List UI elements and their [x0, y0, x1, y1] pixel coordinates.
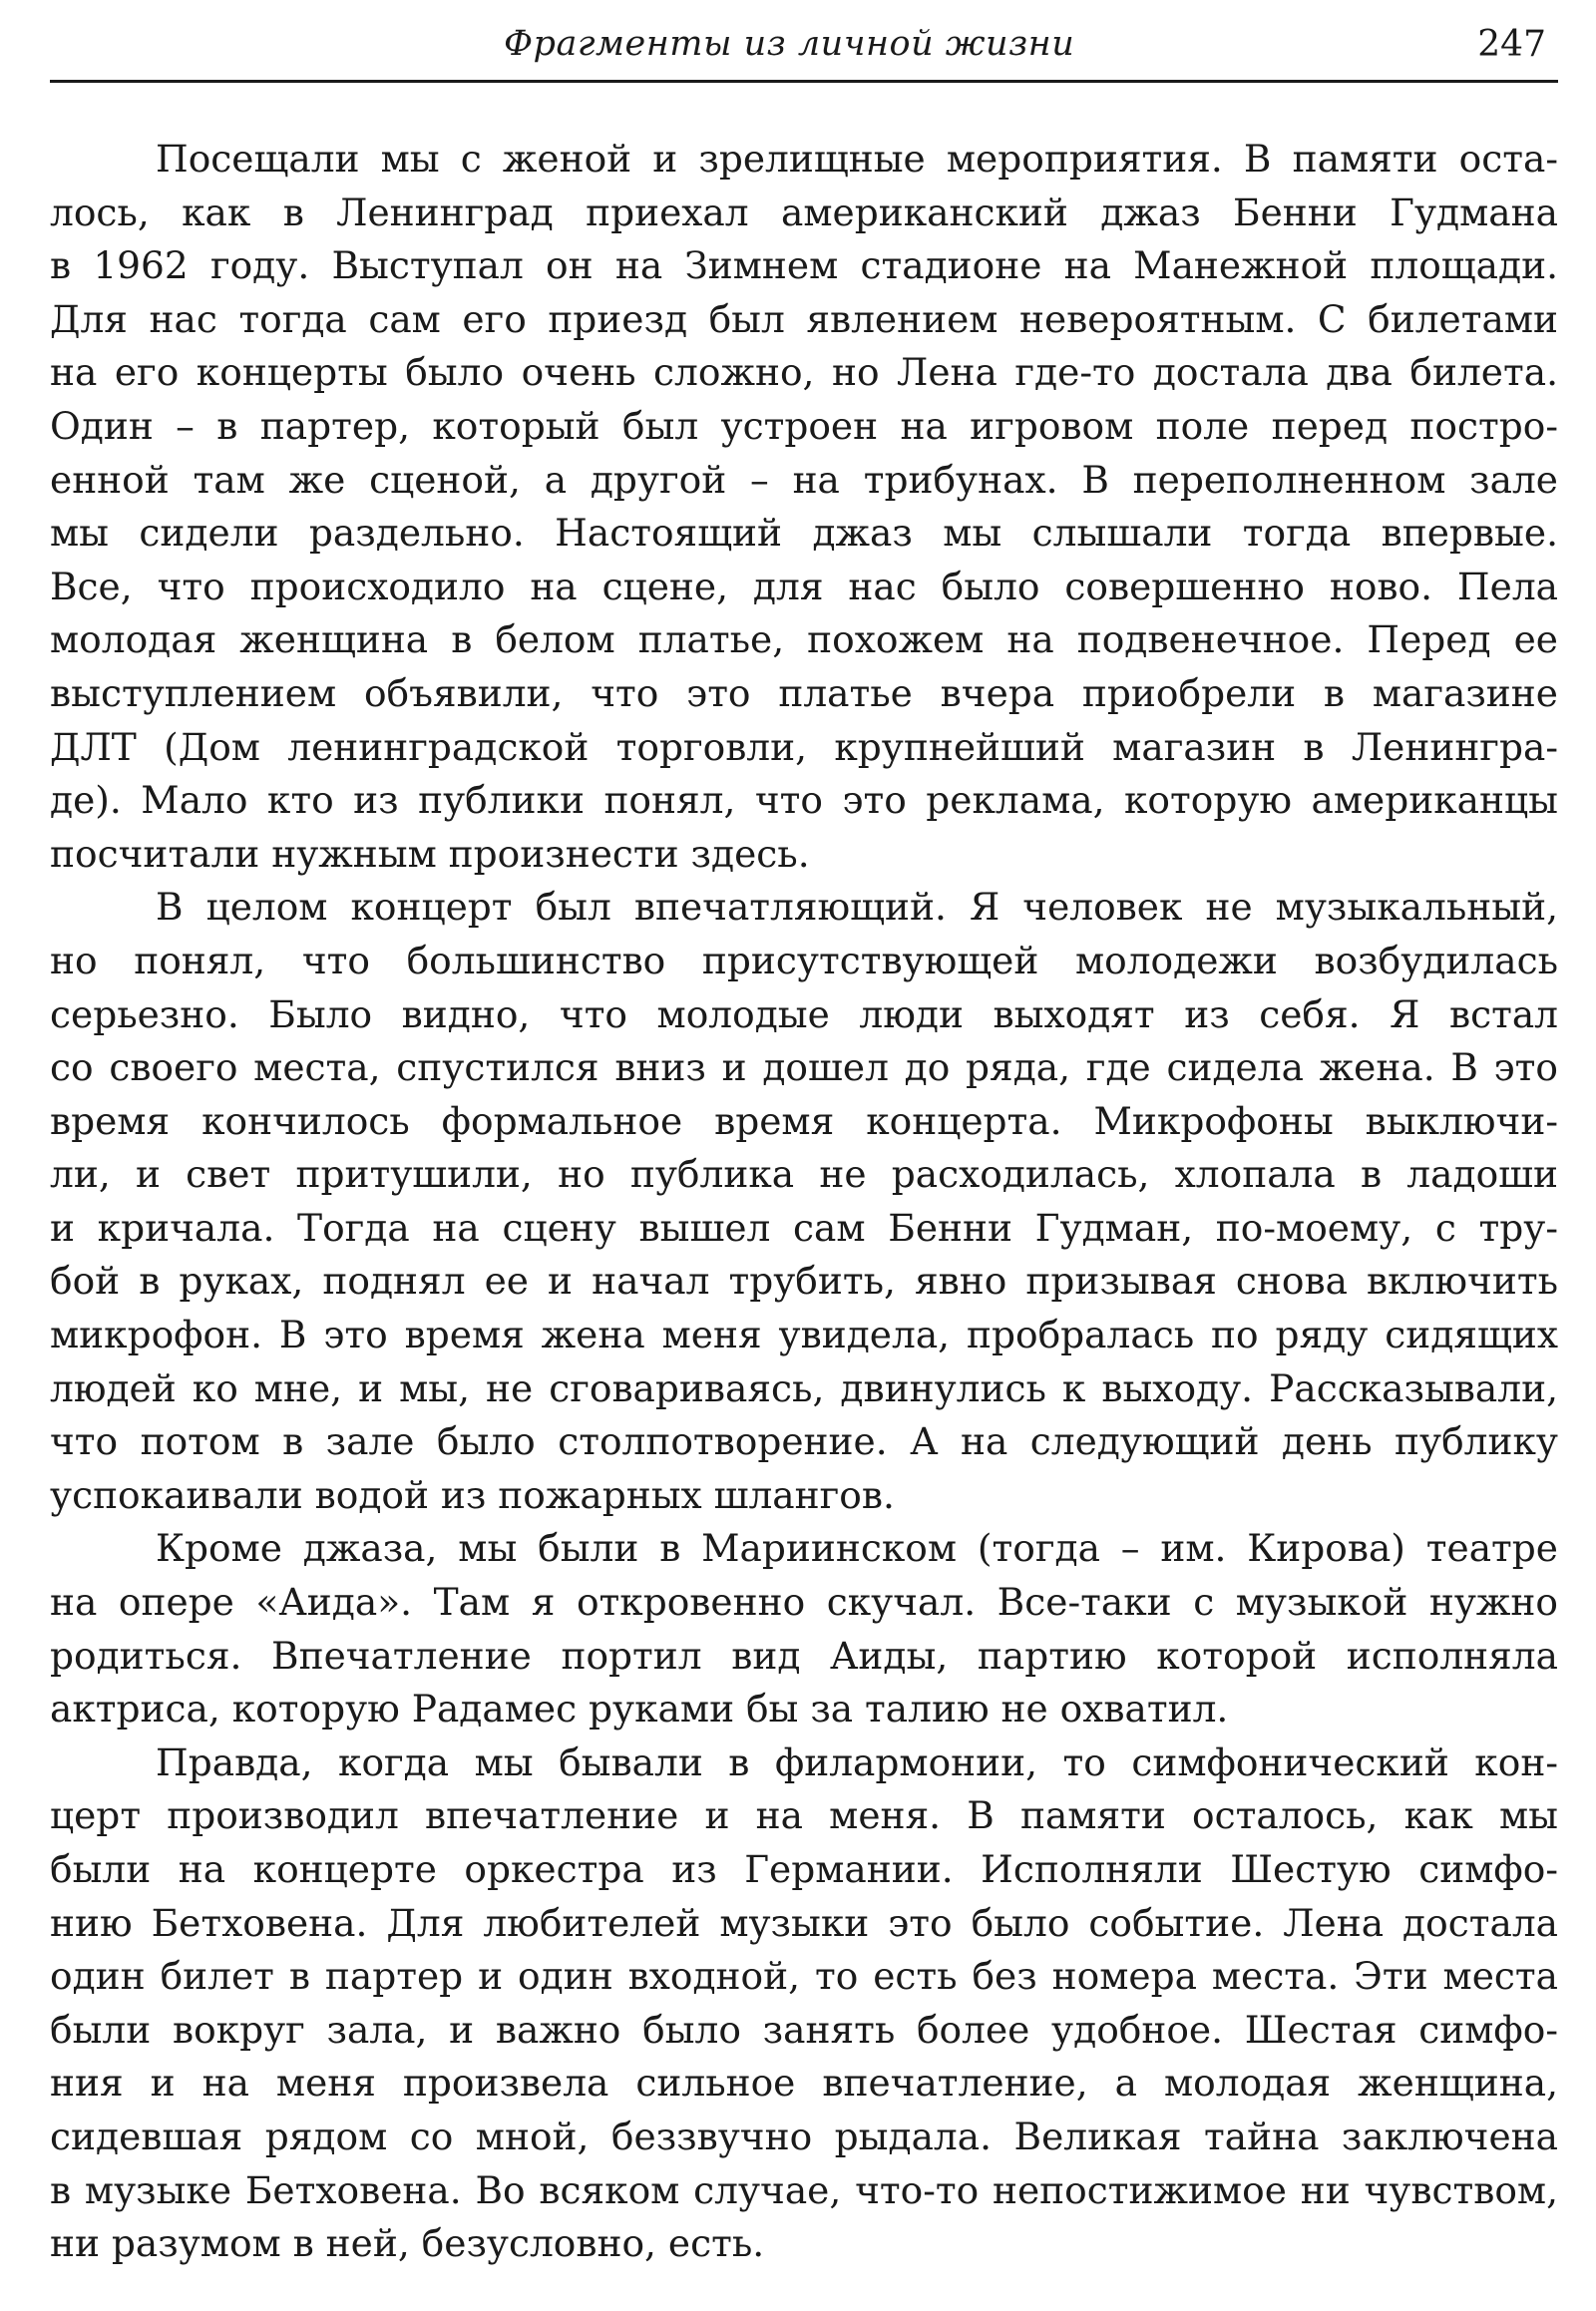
text-line: лось, как в Ленинград приехал американский джаз Бенни Гудмана	[50, 190, 1558, 234]
text-line: что потом в зале было столпотворение. А на следующий день публику	[50, 1419, 1558, 1464]
text-line: нию Бетховена. Для любителей музыки это было событие. Лена достала	[50, 1900, 1558, 1945]
text-line: Кроме джаза, мы были в Мариинском (тогда – им. Кирова) театре	[156, 1526, 1558, 1571]
text-line: посчитали нужным произнести здесь.	[50, 831, 810, 876]
text-line: микрофон. В это время жена меня увидела, пробралась по ряду сидящих	[50, 1313, 1558, 1357]
text-line: церт производил впечатление и на меня. В памяти осталось, как мы	[50, 1793, 1558, 1838]
text-line: серьезно. Было видно, что молодые люди выходят из себя. Я встал	[50, 991, 1558, 1036]
text-line: выступлением объявили, что это платье вчера приобрели в магазине	[50, 670, 1558, 715]
text-line: со своего места, спустился вниз и дошел до ряда, где сидела жена. В это	[50, 1045, 1558, 1090]
text-line: Посещали мы с женой и зрелищные мероприятия. В памяти оста-	[156, 137, 1558, 181]
text-line: в 1962 году. Выступал он на Зимнем стадионе на Манежной площади.	[50, 243, 1558, 288]
text-line: В целом концерт был впечатляющий. Я человек не музыкальный,	[156, 885, 1558, 930]
text-line: ни разумом в ней, безусловно, есть.	[50, 2221, 765, 2266]
text-line: успокаивали водой из пожарных шлангов.	[50, 1472, 895, 1517]
text-line: Все, что происходило на сцене, для нас было совершенно ново. Пела	[50, 564, 1558, 608]
page-number: 247	[1477, 24, 1546, 65]
paragraph	[50, 881, 1558, 1522]
text-line: и кричала. Тогда на сцену вышел сам Бенни Гудман, по-моему, с тру-	[50, 1205, 1558, 1250]
text-line: в музыке Бетховена. Во всяком случае, что-то непостижимое ни чувством,	[50, 2167, 1558, 2212]
text-line: время кончилось формальное время концерта. Микрофоны выключи-	[50, 1098, 1558, 1143]
running-title: Фрагменты из личной жизни	[504, 24, 1075, 64]
text-line: были на концерте оркестра из Германии. Исполняли Шестую симфо-	[50, 1847, 1558, 1891]
text-line: родиться. Впечатление портил вид Аиды, партию которой исполняла	[50, 1633, 1558, 1678]
text-line: на его концерты было очень сложно, но Лена где-то достала два билета.	[50, 350, 1558, 395]
text-line: енной там же сценой, а другой – на трибунах. В переполненном зале	[50, 457, 1558, 502]
text-line: молодая женщина в белом платье, похожем на подвенечное. Перед ее	[50, 617, 1558, 662]
text-line: ния и на меня произвела сильное впечатление, а молодая женщина,	[50, 2061, 1558, 2106]
text-line: один билет в партер и один входной, то есть без номера места. Эти места	[50, 1954, 1558, 1999]
text-line: на опере «Аида». Там я откровенно скучал. Все-таки с музыкой нужно	[50, 1580, 1558, 1625]
text-line: людей ко мне, и мы, не сговариваясь, двинулись к выходу. Рассказывали,	[50, 1365, 1558, 1410]
paragraph	[50, 133, 1558, 881]
text-line: бой в руках, поднял ее и начал трубить, явно призывая снова включить	[50, 1259, 1558, 1304]
text-line: Для нас тогда сам его приезд был явлением невероятным. С билетами	[50, 296, 1558, 341]
running-header	[50, 18, 1558, 83]
text-line: Один – в партер, который был устроен на игровом поле перед постро-	[50, 403, 1558, 448]
text-line: ли, и свет притушили, но публика не расходилась, хлопала в ладоши	[50, 1152, 1558, 1197]
text-line: сидевшая рядом со мной, беззвучно рыдала. Великая тайна заключена	[50, 2114, 1558, 2158]
body-text	[50, 133, 1558, 2271]
text-line: Правда, когда мы бывали в филармонии, то симфонический кон-	[156, 1739, 1558, 1784]
paragraph	[50, 1522, 1558, 1735]
text-line: де). Мало кто из публики понял, что это реклама, которую американцы	[50, 778, 1558, 823]
text-line: мы сидели раздельно. Настоящий джаз мы слышали тогда впервые.	[50, 511, 1558, 556]
text-line: ДЛТ (Дом ленинградской торговли, крупнейший магазин в Ленингра-	[50, 724, 1558, 769]
text-line: были вокруг зала, и важно было занять более удобное. Шестая симфо-	[50, 2007, 1558, 2052]
paragraph	[50, 1736, 1558, 2271]
text-line: но понял, что большинство присутствующей молодежи возбудилась	[50, 938, 1558, 982]
book-page	[50, 0, 1558, 2311]
text-line: актриса, которую Радамес руками бы за талию не охватил.	[50, 1687, 1229, 1732]
